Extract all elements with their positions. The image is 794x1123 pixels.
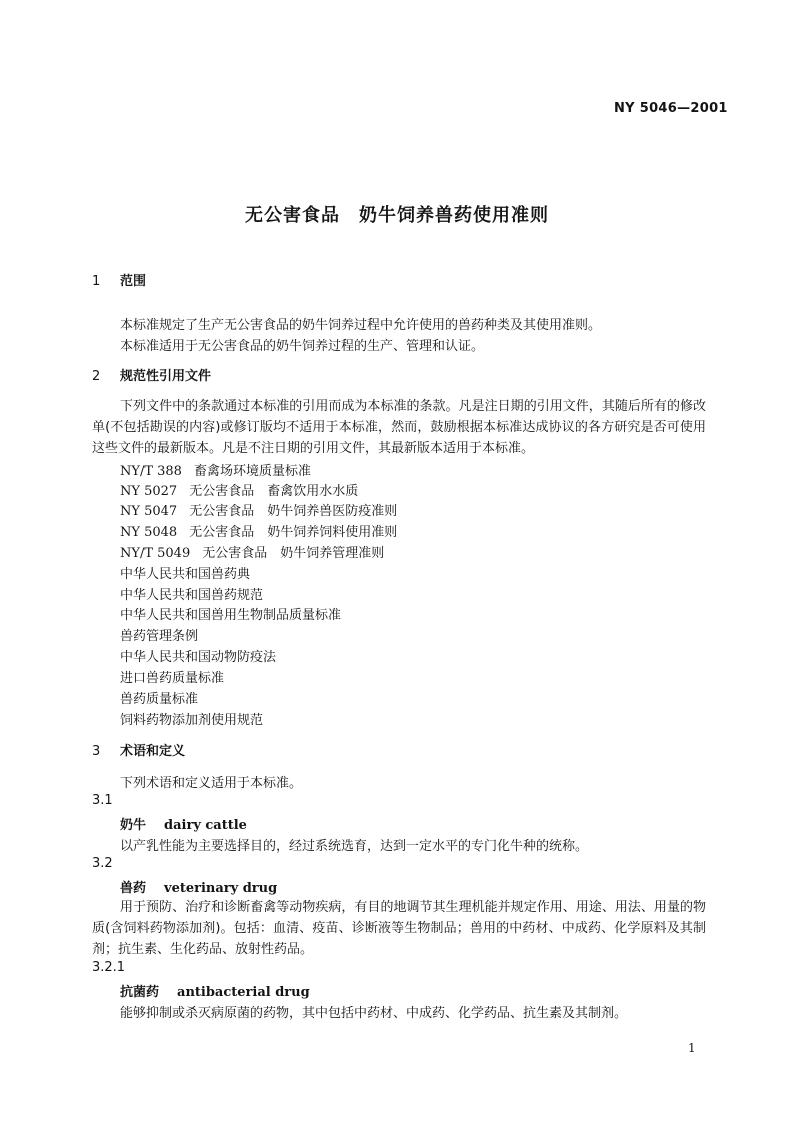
reference-item: 兽药质量标准	[120, 692, 199, 707]
terms-intro: 下列术语和定义适用于本标准。	[120, 776, 303, 791]
reference-item: NY/T 5049 无公害食品 奶牛饲养管理准则	[120, 546, 385, 561]
term-definition: 以产乳性能为主要选择目的，经过系统选育，达到一定水平的专门化牛种的统称。	[120, 839, 589, 854]
section-number: 1	[92, 274, 101, 289]
section-title: 范围	[120, 274, 147, 289]
section-number: 2	[92, 369, 101, 384]
standard-code: NY 5046—2001	[614, 101, 728, 116]
section-number: 3	[92, 744, 101, 759]
term-number: 3.2	[92, 856, 113, 871]
reference-item: 中华人民共和国兽药规范	[120, 588, 264, 603]
term-heading: 兽药 veterinary drug	[120, 881, 278, 896]
reference-item: 中华人民共和国动物防疫法	[120, 650, 277, 665]
page-number: 1	[688, 1041, 696, 1055]
section-heading-references	[92, 365, 211, 384]
section-heading-scope	[92, 270, 146, 289]
reference-item: NY 5027 无公害食品 畜禽饮用水水质	[120, 484, 359, 499]
reference-item: 进口兽药质量标准	[120, 671, 225, 686]
term-number: 3.2.1	[92, 960, 126, 975]
section-heading-terms	[92, 740, 185, 759]
section-title: 术语和定义	[120, 744, 186, 759]
term-number: 3.1	[92, 793, 113, 808]
references-intro: 下列文件中的条款通过本标准的引用而成为本标准的条款。凡是注日期的引用文件，其随后所有的修改单(不包括勘误的内容)或修订版均不适用于本标准，然而，鼓励根据本标准达成协议的各方研究是否可使用这些文件的最新版本。凡是不注日期的引用文件，其最新版本适用于本标准。	[92, 399, 706, 456]
reference-item: NY 5048 无公害食品 奶牛饲养饲料使用准则	[120, 525, 398, 540]
term-heading: 抗菌药 antibacterial drug	[120, 985, 310, 1000]
reference-item: NY/T 388 畜禽场环境质量标准	[120, 464, 311, 479]
scope-paragraph-1: 本标准规定了生产无公害食品的奶牛饲养过程中允许使用的兽药种类及其使用准则。	[120, 318, 602, 333]
term-definition: 用于预防、治疗和诊断畜禽等动物疾病，有目的地调节其生理机能并规定作用、用途、用法、用量的物质(含饲料药物添加剂)。包括：血清、疫苗、诊断液等生物制品；兽用的中药材、中成药、化学原料及其制剂；抗生素、生化药品、放射性药品。	[92, 900, 706, 957]
reference-item: NY 5047 无公害食品 奶牛饲养兽医防疫准则	[120, 504, 398, 519]
term-heading: 奶牛 dairy cattle	[120, 818, 247, 833]
reference-item: 兽药管理条例	[120, 629, 199, 644]
scope-paragraph-2: 本标准适用于无公害食品的奶牛饲养过程的生产、管理和认证。	[120, 339, 485, 354]
section-title: 规范性引用文件	[120, 369, 212, 384]
reference-item: 中华人民共和国兽药典	[120, 567, 251, 582]
reference-item: 中华人民共和国兽用生物制品质量标准	[120, 608, 342, 623]
term-definition: 能够抑制或杀灭病原菌的药物，其中包括中药材、中成药、化学药品、抗生素及其制剂。	[120, 1006, 628, 1021]
document-title: 无公害食品 奶牛饲养兽药使用准则	[245, 205, 549, 226]
reference-item: 饲料药物添加剂使用规范	[120, 713, 264, 728]
